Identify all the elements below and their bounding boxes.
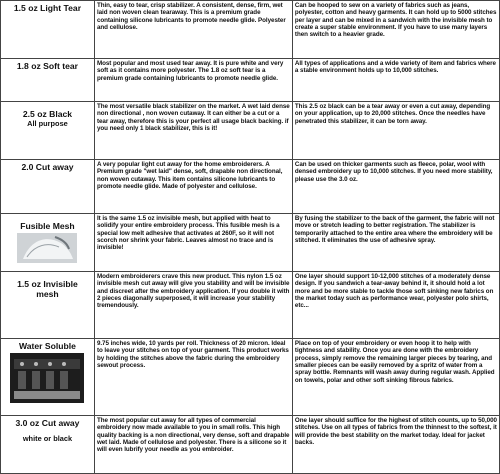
table-row	[1, 272, 500, 339]
product-usage: Can be used on thicker garments such as fleece, polar, wool with densed embroidery up to 10,000 stitches. If you need more stability, please use the 3.0 oz.	[294, 161, 493, 183]
product-name-cell	[1, 59, 95, 102]
product-name-cell	[1, 1, 95, 59]
product-description: A very popular light cut away for the home embroiderers. A Premium grade "wet laid" dense, soft, drapable non directional, non woven cutaway. This item contains silicone lubricants to promote needle glide. Made of polyester and cellulose.	[96, 161, 283, 191]
usage-cell	[292, 1, 499, 59]
product-usage: Place on top of your embroidery or even hoop it to help with tightness and stability. Once you are done with the embroidery process, simply remove the remaining larger pieces by tearing, and smaller pieces can be easily removed by a spritz of water from a spray bottle. Remnants will wash away during regular wash. Applied on towels, polar and other soft sinking fibrous fabrics.	[294, 340, 495, 384]
usage-cell	[292, 59, 499, 102]
usage-cell	[292, 214, 499, 272]
product-name: Water Soluble	[18, 341, 76, 351]
table-row	[1, 1, 500, 59]
fusible-mesh-photo-icon	[17, 233, 77, 263]
table-row	[1, 416, 500, 474]
product-name: 1.8 oz Soft tear	[16, 61, 79, 71]
product-description: 9.75 inches wide, 10 yards per roll. Thickness of 20 micron. Ideal to leave your stitches on top of your garment. This product works by holding the stitches above the fabric during the embroidery sewout process.	[96, 340, 289, 370]
product-description: The most versatile black stabilizer on the market. A wet laid dense non directional , non woven cutaway. It can either be a cut or a tear away, therefore this is your perfect all usage black backing. if you need only 1 black stabilizer, this is it!	[96, 103, 290, 133]
product-description: Most popular and most used tear away. It is pure white and very soft as it contains more polyester. The 1.8 oz soft tear is a premium grade containing lubricants to promote needle glide.	[96, 60, 284, 82]
product-name-cell	[1, 214, 95, 272]
table-row	[1, 339, 500, 416]
table-row	[1, 102, 500, 160]
table-row	[1, 214, 500, 272]
product-name: 2.5 oz Black	[22, 109, 73, 119]
product-description: It is the same 1.5 oz invisible mesh, but applied with heat to solidify your entire embroidery process. This fusible mesh is a special low melt adhesive that activates at 260F, so it will not scorch nor shrink your fabric. Leaves almost no trace and is invisible!	[96, 215, 280, 252]
usage-cell	[292, 416, 499, 474]
product-description: Thin, easy to tear, crisp stabilizer. A consistent, dense, firm, wet laid non woven clean tearaway. This is a premium grade containing silicone lubricants to promote needle glide. Polyester and cellulose.	[96, 2, 286, 32]
product-subtitle: white or black	[22, 434, 73, 443]
description-cell	[94, 102, 292, 160]
description-cell	[94, 272, 292, 339]
product-name: Fusible Mesh	[20, 221, 75, 231]
description-cell	[94, 339, 292, 416]
product-name-cell	[1, 102, 95, 160]
product-subtitle: All purpose	[27, 119, 68, 128]
product-name: 2.0 Cut away	[21, 162, 74, 172]
product-usage: One layer should support 10-12,000 stitches of a moderately dense design. If you sandwich a tear-away behind it, it should hold a lot more and be more stable to tackle those soft sinking new fabrics on the market today such as performance wear, polyester polo shirts, etc...	[294, 273, 494, 310]
product-usage: By fusing the stabilizer to the back of the garment, the fabric will not move or stretch leading to better registration. The stabilizer is temporarily attached to the entire area where the embroidery will be stitched. It eliminates the use of adhesive spray.	[294, 215, 495, 245]
product-usage: Can be hooped to sew on a variety of fabrics such as jeans, polyester, cotton and heavy garments. It can hold up to 5000 stitches per layer and can be mixed in a sandwich with the invisible mesh to create a super stable environment. If you have to use many layers then switch to a heavier grade.	[294, 2, 497, 39]
usage-cell	[292, 102, 499, 160]
description-cell	[94, 214, 292, 272]
product-name-cell	[1, 339, 95, 416]
description-cell	[94, 160, 292, 214]
description-cell	[94, 416, 292, 474]
product-name: 3.0 oz Cut away	[15, 418, 80, 428]
product-description: Modern embroiderers crave this new product. This nylon 1.5 oz invisible mesh cut away will give you stability and will be invisible and discreet after the embroidery application. If you double it with 2 pieces diagonally superposed, it will increase your stability tremendously.	[96, 273, 290, 310]
product-name: 1.5 oz Invisible	[17, 279, 78, 289]
product-description: The most popular cut away for all types of commercial embroidery now made available to you in small rolls. This high quality backing is a non directional, very dense, soft and drapable wet laid. Made of cellulose and polyester. There is a silicone so it will even lubrify your needle as you embroider.	[96, 417, 290, 454]
embroidery-machine-photo-icon	[10, 353, 84, 403]
description-cell	[94, 59, 292, 102]
product-name: 1.5 oz Light Tear	[13, 3, 82, 13]
usage-cell	[292, 272, 499, 339]
product-usage: All types of applications and a wide variety of item and fabrics where a stable environment holds up to 10,000 stitches.	[294, 60, 496, 75]
table-row	[1, 59, 500, 102]
product-name-cell	[1, 160, 95, 214]
usage-cell	[292, 339, 499, 416]
product-name-cell	[1, 272, 95, 339]
product-name-cell	[1, 416, 95, 474]
product-subtitle: mesh	[36, 289, 59, 299]
description-cell	[94, 1, 292, 59]
usage-cell	[292, 160, 499, 214]
product-usage: This 2.5 oz black can be a tear away or even a cut away, depending on your application, up to 20,000 stitches. Once the needles have penetrated this stabilizer, it can be torn away.	[294, 103, 491, 125]
table-row	[1, 160, 500, 214]
product-usage: One layer should suffice for the highest of stitch counts, up to 50,000 stitches. Use on all types of fabrics from the thinnest to the softest, it will provide the best stability on the market today. Ideal for jacket backs.	[294, 417, 497, 447]
